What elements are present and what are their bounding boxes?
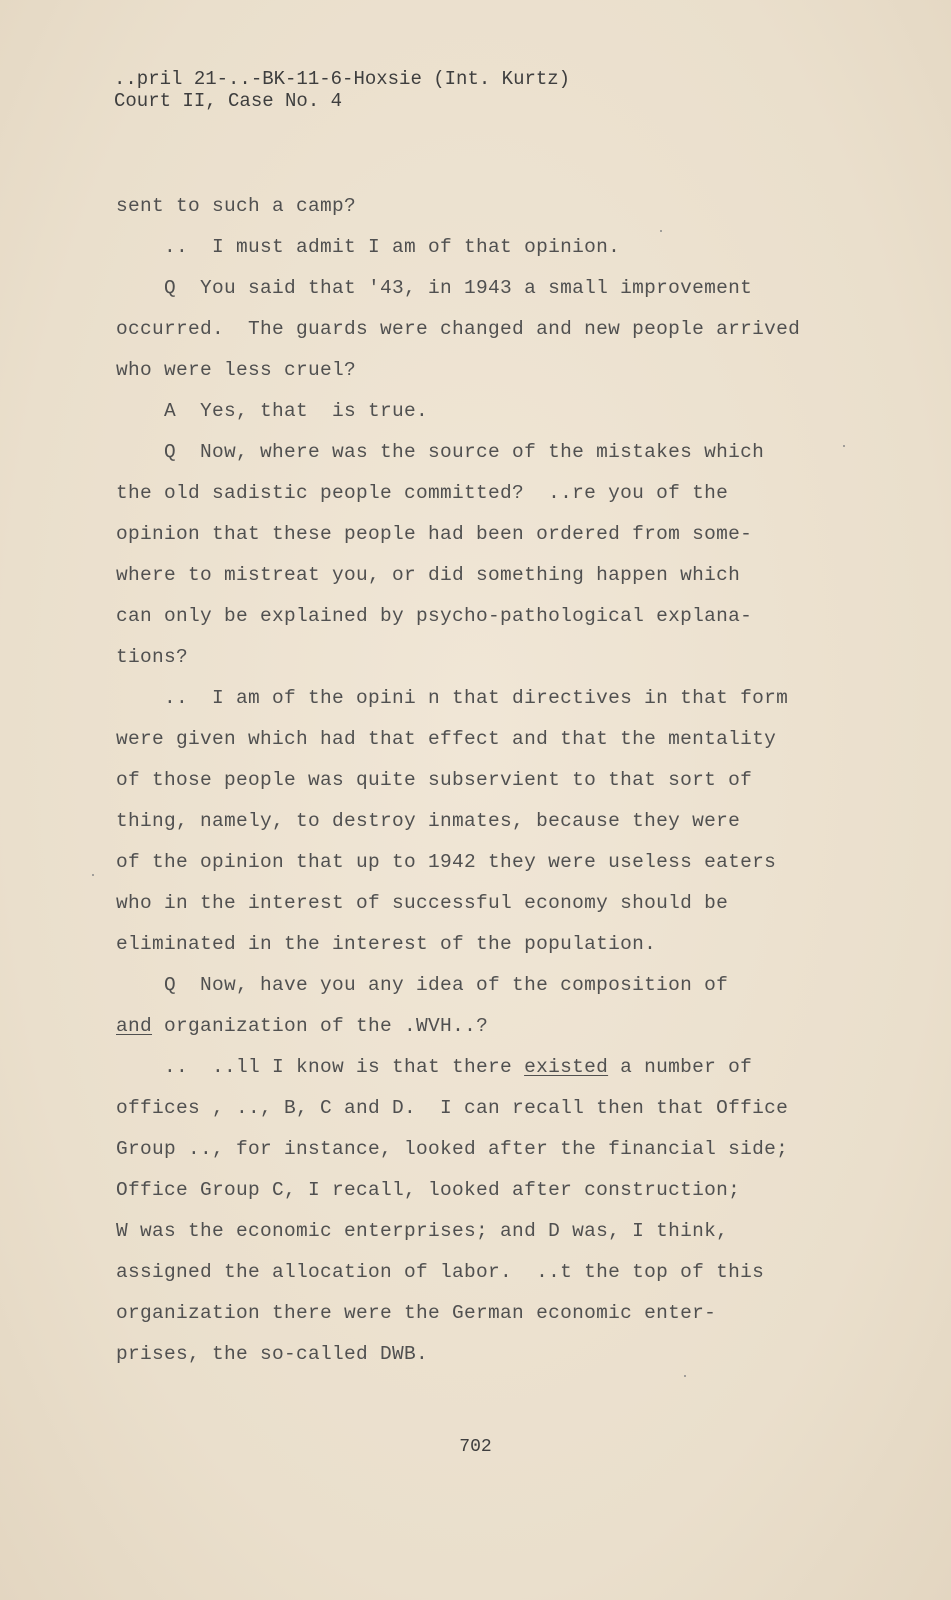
transcript-line: prises, the so-called DWB. <box>116 1343 429 1365</box>
header-date-line: ..pril 21-..-BK-11-6-Hoxsie (Int. Kurtz) <box>114 68 571 90</box>
transcript-line: Q You said that '43, in 1943 a small improvement <box>116 277 753 299</box>
transcript-line: occurred. The guards were changed and new people arrived <box>116 318 801 340</box>
transcript-line: who in the interest of successful economy should be <box>116 892 729 914</box>
transcript-line: who were less cruel? <box>116 359 357 381</box>
transcript-line: .. I must admit I am of that opinion. <box>116 236 621 258</box>
transcript-line: were given which had that effect and that the mentality <box>116 728 777 750</box>
transcript-line: sent to such a camp? <box>116 195 357 217</box>
underlined-word: and <box>116 1015 153 1037</box>
transcript-line: eliminated in the interest of the population. <box>116 933 657 955</box>
transcript-line: where to mistreat you, or did something happen which <box>116 564 741 586</box>
line-text: organization of the .WVH..? <box>152 1015 489 1037</box>
transcript-line: Office Group C, I recall, looked after construction; <box>116 1179 741 1201</box>
underlined-word: existed <box>524 1056 609 1078</box>
transcript-line: A Yes, that is true. <box>116 400 429 422</box>
paper-speck <box>92 874 94 876</box>
transcript-line: assigned the allocation of labor. ..t the top of this <box>116 1261 765 1283</box>
transcript-line: of the opinion that up to 1942 they were useless eaters <box>116 851 777 873</box>
transcript-line: .. I am of the opini n that directives in that form <box>116 687 789 709</box>
transcript-body <box>116 186 816 1375</box>
transcript-line: Group .., for instance, looked after the financial side; <box>116 1138 789 1160</box>
transcript-line: W was the economic enterprises; and D was, I think, <box>116 1220 729 1242</box>
transcript-line: Q Now, have you any idea of the composition of <box>116 974 729 996</box>
document-header <box>114 68 570 112</box>
header-court-line: Court II, Case No. 4 <box>114 90 343 112</box>
transcript-line: organization there were the German economic enter- <box>116 1302 717 1324</box>
page-number: 702 <box>459 1437 492 1457</box>
transcript-line: thing, namely, to destroy inmates, because they were <box>116 810 741 832</box>
line-text: a number of <box>608 1056 753 1078</box>
transcript-line: Q Now, where was the source of the mistakes which <box>116 441 765 463</box>
transcript-line: of those people was quite subservient to that sort of <box>116 769 753 791</box>
paper-speck <box>660 230 662 232</box>
transcript-line: tions? <box>116 646 189 668</box>
transcript-line <box>116 1006 816 1047</box>
line-text: .. ..ll I know is that there <box>116 1056 525 1078</box>
paper-speck <box>843 445 845 447</box>
transcript-line: offices , .., B, C and D. I can recall then that Office <box>116 1097 789 1119</box>
transcript-line: opinion that these people had been ordered from some- <box>116 523 753 545</box>
transcript-line: the old sadistic people committed? ..re you of the <box>116 482 729 504</box>
paper-speck <box>684 1375 686 1377</box>
transcript-line: can only be explained by psycho-pathological explana- <box>116 605 753 627</box>
transcript-line <box>116 1047 816 1088</box>
